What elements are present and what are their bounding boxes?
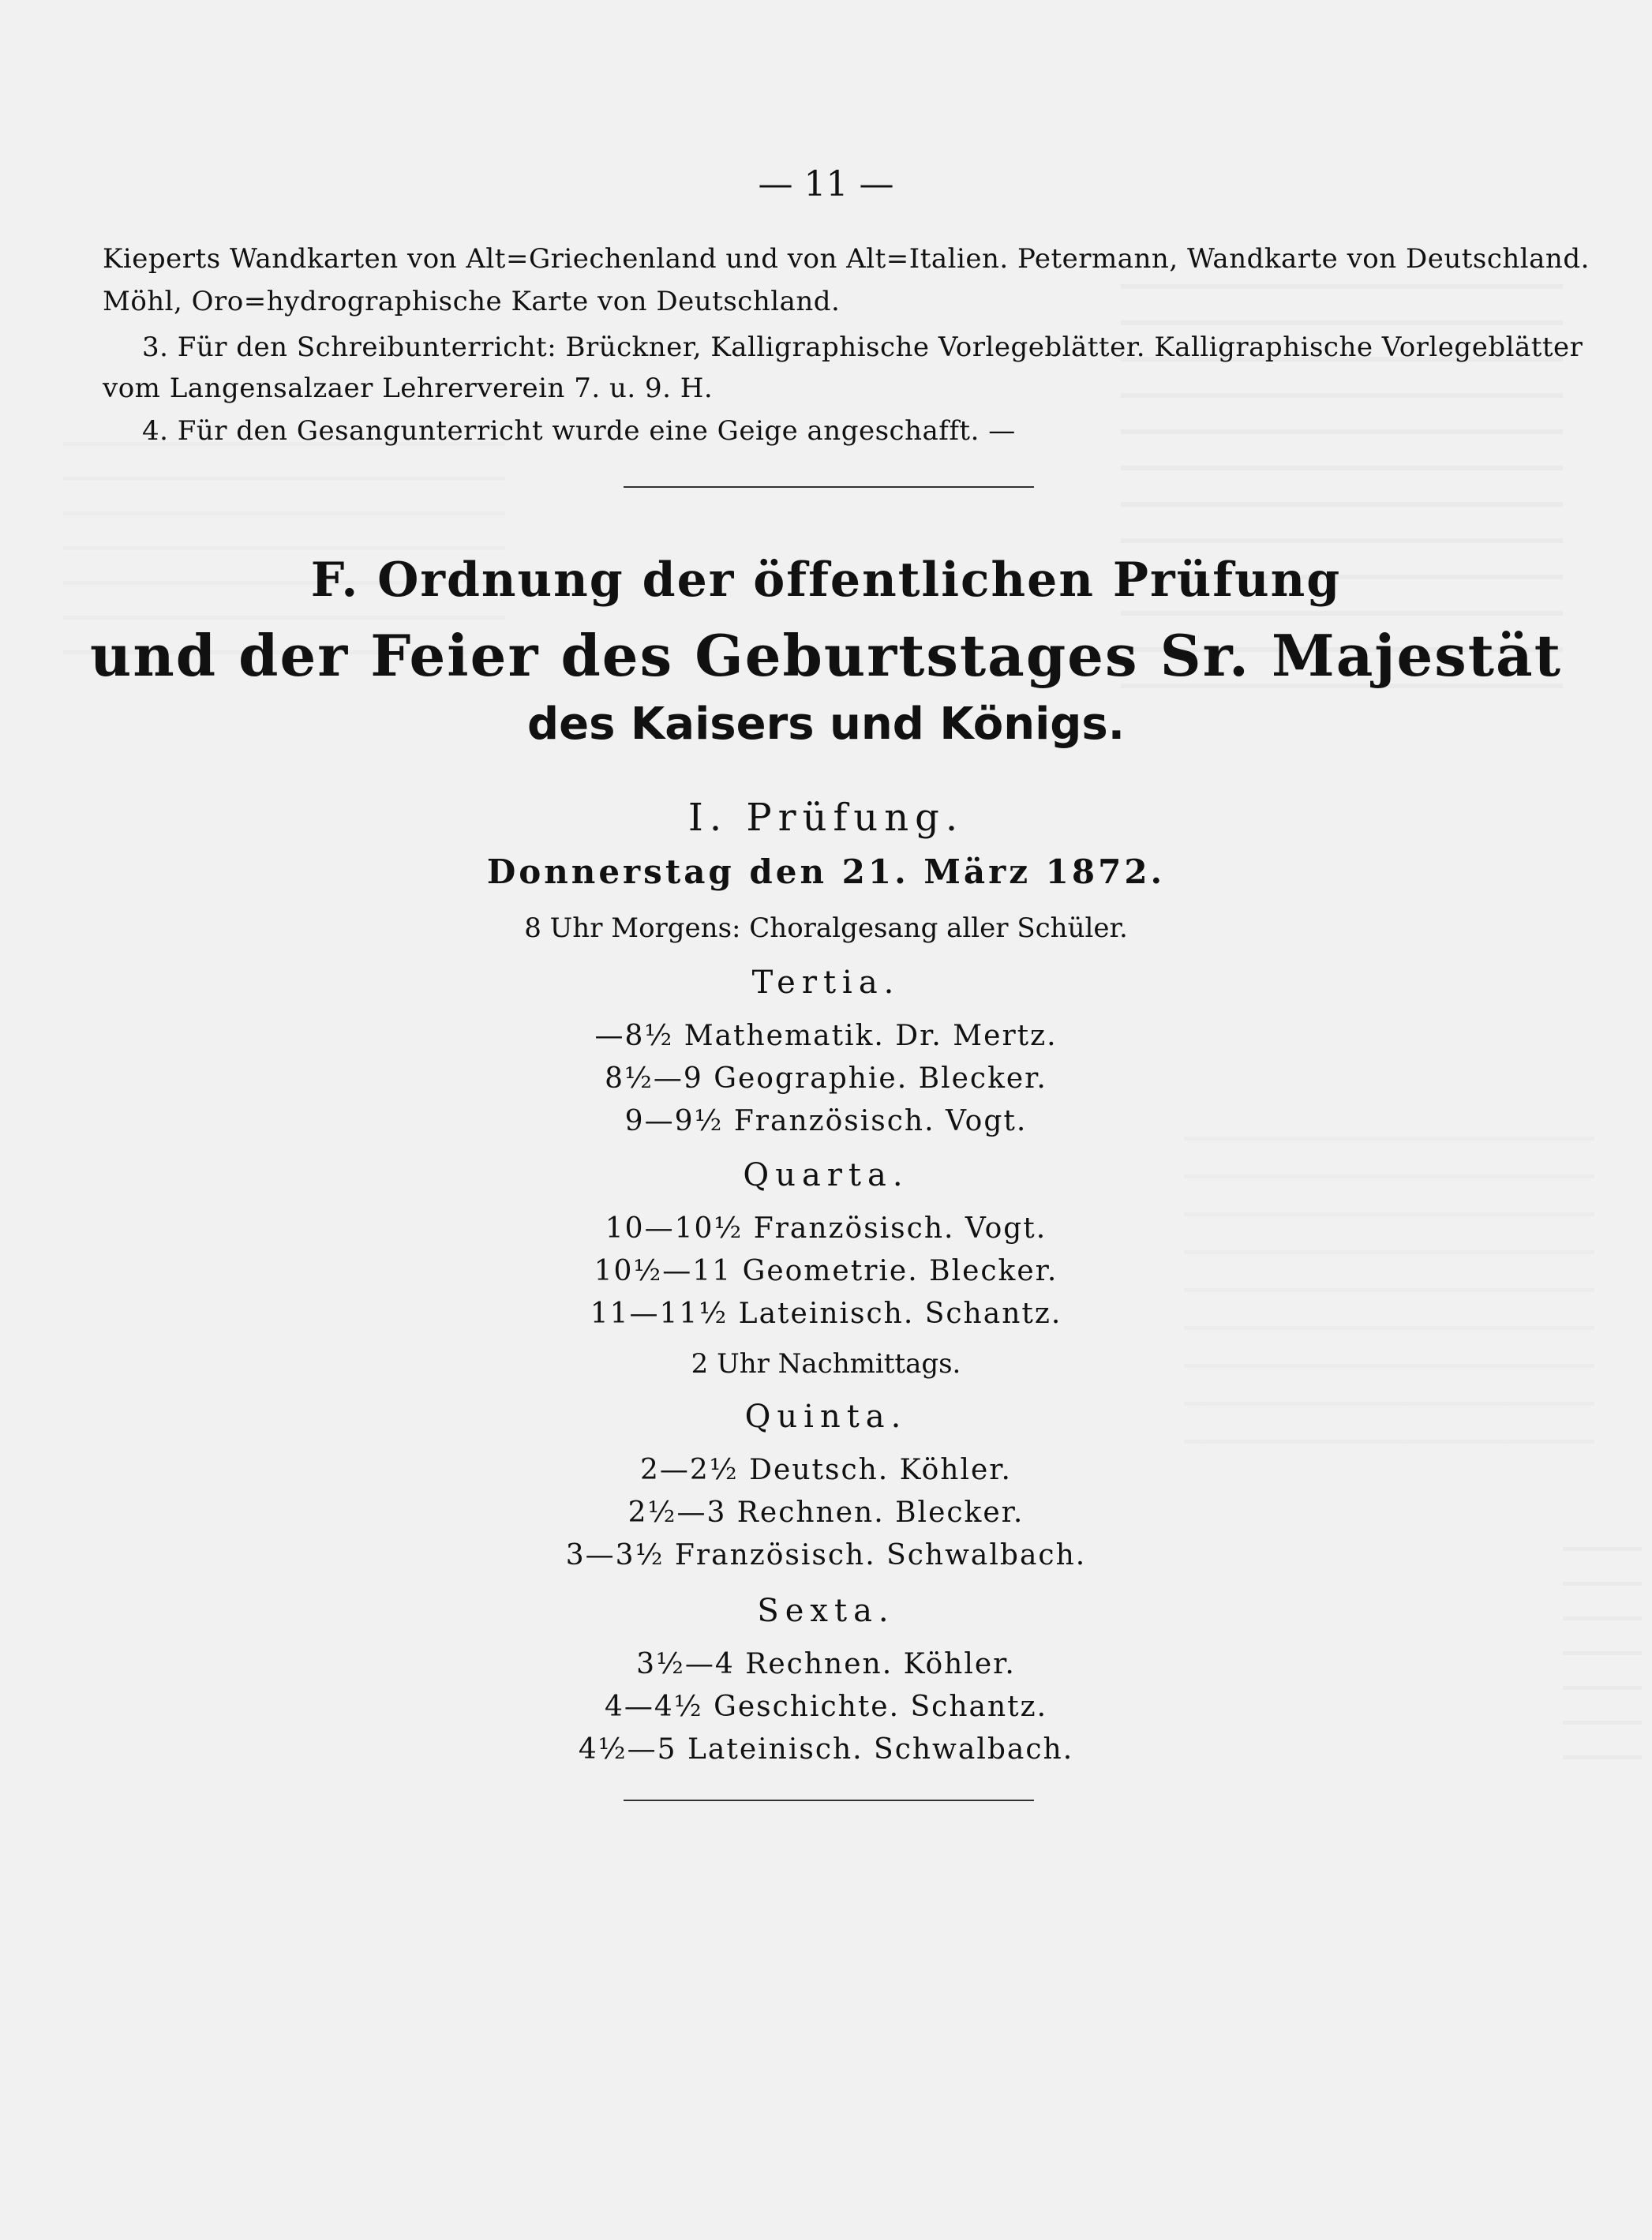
divider [624, 486, 1034, 488]
class-name: Tertia. [751, 965, 901, 1001]
paragraph-line: vom Langensalzaer Lehrerverein 7. u. 9. H. [103, 373, 714, 404]
schedule-row: —8½ Mathematik. Dr. Mertz. [594, 1020, 1058, 1052]
exam-date: Donnerstag den 21. März 1872. [486, 852, 1166, 891]
schedule-row: 4½—5 Lateinisch. Schwalbach. [578, 1733, 1074, 1766]
schedule-row: 10½—11 Geometrie. Blecker. [594, 1255, 1058, 1287]
schedule-row: 10—10½ Französisch. Vogt. [605, 1212, 1047, 1245]
page-number: — 11 — [758, 164, 894, 204]
heading-line-3: des Kaisers und Königs. [527, 699, 1125, 750]
schedule-row: 2—2½ Deutsch. Köhler. [640, 1454, 1012, 1486]
divider [624, 1800, 1034, 1801]
paragraph-line: Möhl, Oro=hydrographische Karte von Deutschland. [103, 286, 841, 317]
intro-line: 8 Uhr Morgens: Choralgesang aller Schüler. [524, 912, 1128, 944]
section-title: I. Prüfung. [687, 796, 965, 840]
schedule-row: 4—4½ Geschichte. Schantz. [604, 1691, 1048, 1723]
heading-line-2: und der Feier des Geburtstages Sr. Majestät [90, 622, 1562, 689]
schedule-row: 2½—3 Rechnen. Blecker. [627, 1496, 1025, 1529]
schedule-row: 9—9½ Französisch. Vogt. [624, 1105, 1028, 1137]
class-name: Sexta. [757, 1593, 895, 1629]
afternoon-line: 2 Uhr Nachmittags. [691, 1348, 961, 1380]
class-name: Quarta. [743, 1157, 909, 1193]
paragraph-line: 4. Für den Gesangunterricht wurde eine Geige angeschafft. — [142, 415, 1016, 447]
schedule-row: 3½—4 Rechnen. Köhler. [636, 1648, 1016, 1680]
paragraph-line: 3. Für den Schreibunterricht: Brückner, Kalligraphische Vorlegeblätter. Kalligraphische Vorlegeblätter [142, 332, 1583, 363]
schedule-row: 8½—9 Geographie. Blecker. [605, 1062, 1047, 1095]
schedule-row: 11—11½ Lateinisch. Schantz. [590, 1298, 1062, 1330]
schedule-row: 3—3½ Französisch. Schwalbach. [565, 1539, 1087, 1571]
heading-line-1: F. Ordnung der öffentlichen Prüfung [310, 553, 1342, 608]
paragraph-line: Kieperts Wandkarten von Alt=Griechenland und von Alt=Italien. Petermann, Wandkarte von Deutschland. [103, 243, 1590, 275]
class-name: Quinta. [744, 1399, 908, 1435]
